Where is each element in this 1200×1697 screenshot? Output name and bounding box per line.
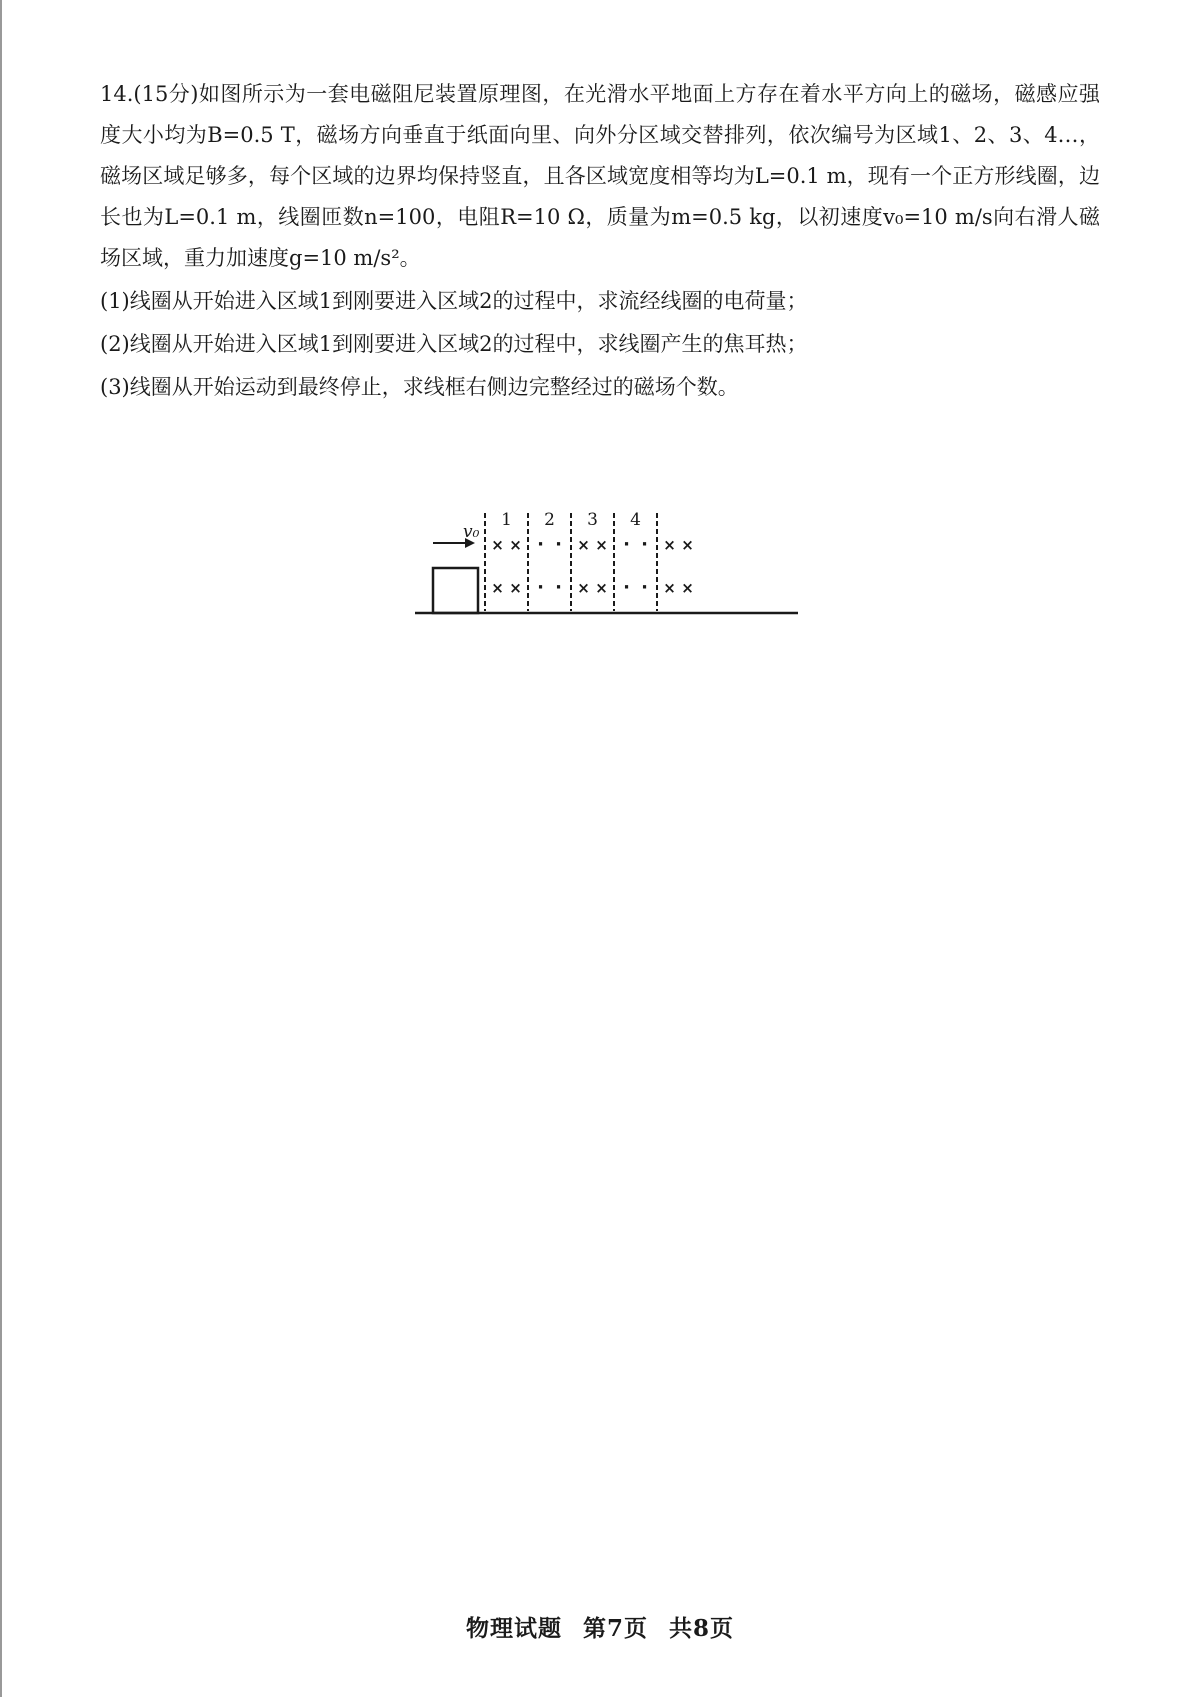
question-2: (2)线圈从开始进入区域1到刚要进入区域2的过程中，求线圈产生的焦耳热；: [100, 332, 808, 356]
field-into-mark: ×: [681, 536, 694, 554]
field-into-mark: ×: [663, 536, 676, 554]
field-into-mark: ×: [491, 579, 504, 597]
question-1: (1)线圈从开始进入区域1到刚要进入区域2的过程中，求流经线圈的电荷量；: [100, 289, 808, 313]
question-3: (3)线圈从开始运动到最终停止，求线框右侧边完整经过的磁场个数。: [100, 375, 739, 399]
velocity-label: v₀: [463, 522, 480, 542]
field-into-mark: ×: [663, 579, 676, 597]
problem-statement: 14.(15分)如图所示为一套电磁阻尼装置原理图，在光滑水平地面上方存在着水平方向上的磁场，磁感应强度大小均为B=0.5 T，磁场方向垂直于纸面向里、向外分区域交替排列，依次编号为区域1、2、3、4…，磁场区域足够多，每个区域的边界均保持竖直，且各区域宽度相等均为L=0.1 m，现有一个正方形线圈，边长也为L=0.1 m，线圈匝数n=100，电阻R=10 Ω，质量为m=0.5 kg，以初速度v₀=10 m/s向右滑人磁场区域，重力加速度g=10 m/s²。: [100, 82, 1100, 270]
square-coil: [433, 568, 478, 613]
field-into-mark: ×: [509, 579, 522, 597]
field-out-mark: ·: [623, 577, 630, 598]
page-edge: [0, 0, 2, 1697]
field-out-mark: ·: [641, 534, 648, 555]
footer-total: 共8页: [669, 1615, 735, 1642]
field-into-mark: ×: [681, 579, 694, 597]
region-label: 4: [630, 510, 641, 530]
field-into-mark: ×: [491, 536, 504, 554]
region-label: 2: [544, 510, 555, 530]
field-out-mark: ·: [555, 577, 562, 598]
page-footer: [0, 1610, 1200, 1643]
field-out-mark: ·: [641, 577, 648, 598]
field-into-mark: ×: [595, 536, 608, 554]
field-into-mark: ×: [595, 579, 608, 597]
footer-page: 第7页: [582, 1615, 648, 1642]
region-label: 3: [587, 510, 598, 530]
field-out-mark: ·: [537, 577, 544, 598]
region-label: 1: [501, 510, 512, 530]
field-out-mark: ·: [537, 534, 544, 555]
field-into-mark: ×: [577, 579, 590, 597]
damping-diagram: [415, 505, 800, 627]
problem-14: [100, 74, 1100, 408]
field-into-mark: ×: [509, 536, 522, 554]
magnetic-regions: [485, 510, 694, 611]
field-out-mark: ·: [623, 534, 630, 555]
footer-subject: 物理试题: [465, 1615, 562, 1642]
field-into-mark: ×: [577, 536, 590, 554]
field-out-mark: ·: [555, 534, 562, 555]
diagram-svg: [415, 505, 800, 627]
